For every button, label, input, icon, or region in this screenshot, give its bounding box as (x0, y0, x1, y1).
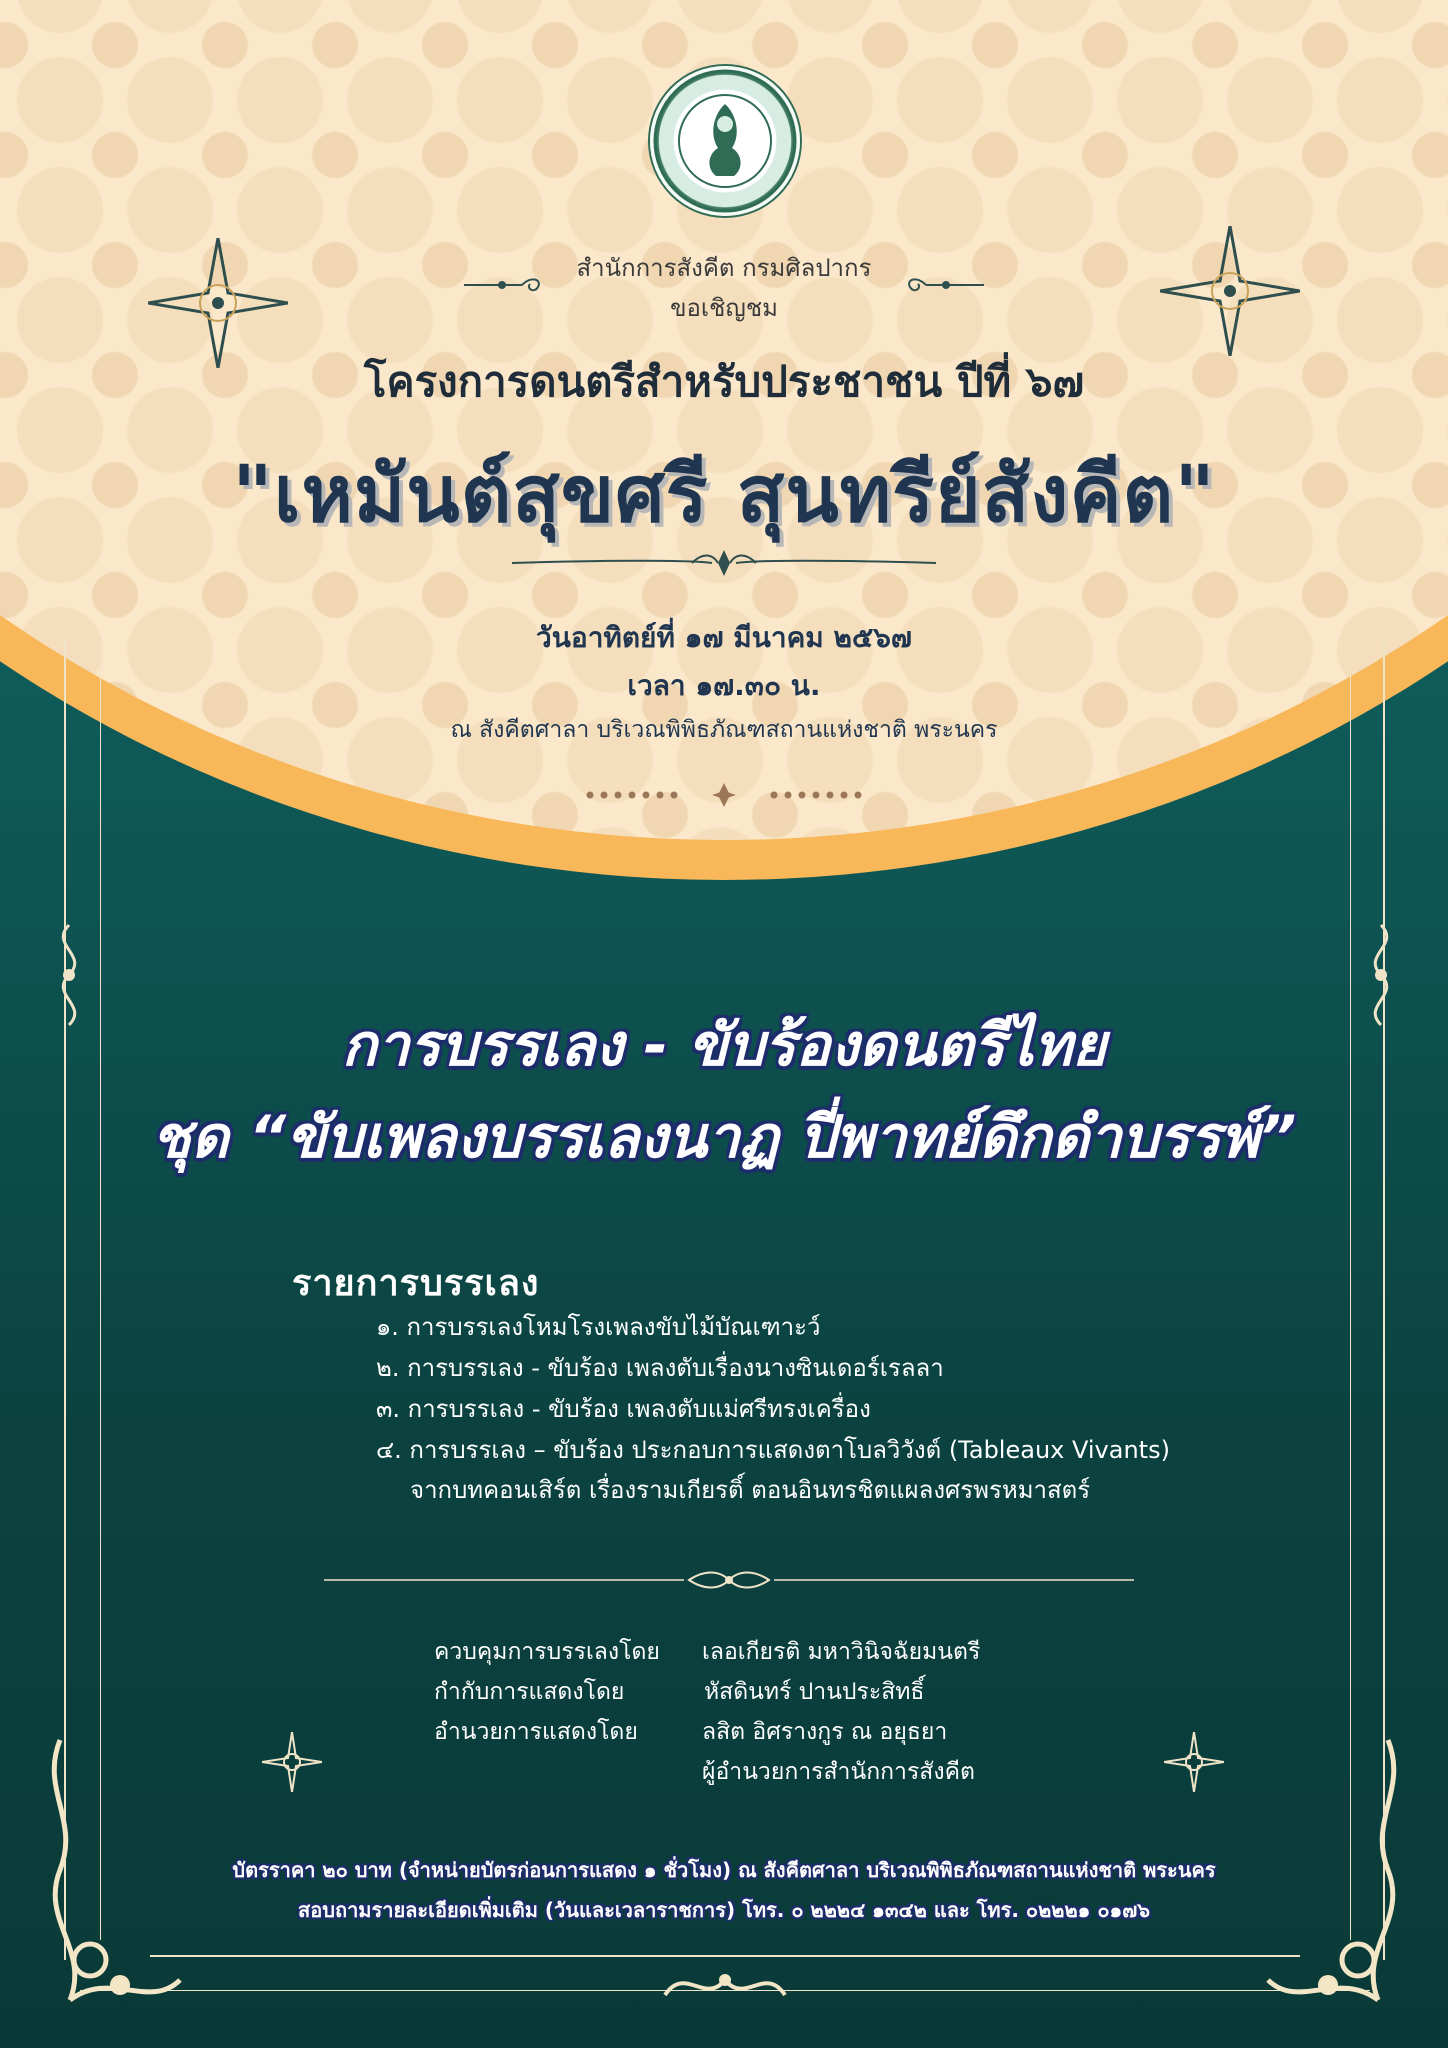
invitation-text: ขอเชิญชม (670, 294, 778, 322)
credit-name-executive: ลสิต อิศรางกูร ณ อยุธยา (702, 1719, 948, 1745)
event-venue: ณ สังคีตศาลา บริเวณพิพิธภัณฑสถานแห่งชาติ พระนคร (450, 717, 998, 743)
credits-divider (324, 1568, 1134, 1592)
title-divider (512, 548, 936, 578)
project-title: โครงการดนตรีสำหรับประชาชน ปีที่ ๖๗ (363, 357, 1085, 406)
frame-line-bottom (150, 1955, 1300, 1957)
main-title: "เหมันต์สุขศรี สุนทรีย์สังคีต" (232, 450, 1216, 540)
lower-right-star-ornament (1164, 1732, 1224, 1792)
performance-title-line1: การบรรเลง - ขับร้องดนตรีไทย (341, 1011, 1107, 1079)
footer-contact-info: สอบถามรายละเอียดเพิ่มเติม (วันและเวลาราชการ) โทร. ๐ ๒๒๒๔ ๑๓๔๒ และ โทร. ๐๒๒๒๑ ๐๑๗๖ (298, 1898, 1150, 1922)
programme-heading: รายการบรรเลง (292, 1263, 540, 1304)
programme-item-2: ๒. การบรรเลง - ขับร้อง เพลงตับเรื่องนางซินเดอร์เรลลา (376, 1354, 944, 1382)
programme-item-4: ๔. การบรรเลง – ขับร้อง ประกอบการแสดงตาโบลวิวังต์ (Tableaux Vivants) (376, 1436, 1170, 1464)
lower-left-star-ornament (262, 1732, 322, 1792)
dotted-divider (584, 780, 864, 810)
credit-name-music-control: เลอเกียรติ มหาวินิจฉัยมนตรี (702, 1639, 981, 1665)
credit-name-stage-director: หัสดินทร์ ปานประสิทธิ์ (704, 1679, 925, 1705)
event-time: เวลา ๑๗.๓๐ น. (627, 669, 821, 702)
event-date: วันอาทิตย์ที่ ๑๗ มีนาคม ๒๕๖๗ (536, 621, 912, 654)
footer-ticket-info: บัตรราคา ๒๐ บาท (จำหน่ายบัตรก่อนการแสดง ๑ ชั่วโมง) ณ สังคีตศาลา บริเวณพิพิธภัณฑสถานแห่งชาติ พระนคร (232, 1858, 1216, 1882)
bottom-center-ornament (660, 1960, 790, 2010)
credit-role-music-control: ควบคุมการบรรเลงโดย (434, 1639, 660, 1665)
credit-director-title: ผู้อำนวยการสำนักการสังคีต (702, 1759, 975, 1785)
programme-item-3: ๓. การบรรเลง - ขับร้อง เพลงตับแม่ศรีทรงเครื่อง (376, 1395, 871, 1423)
fine-arts-department-seal-logo (650, 66, 800, 216)
credit-role-executive: อำนวยการแสดงโดย (434, 1719, 638, 1745)
performance-title-line2: ชุด “ขับเพลงบรรเลงนาฏ ปี่พาทย์ดึกดำบรรพ์” (151, 1103, 1297, 1171)
organizer-name: สำนักการสังคีต กรมศิลปากร (576, 254, 872, 282)
programme-item-4-detail: จากบทคอนเสิร์ต เรื่องรามเกียรติ์ ตอนอินทรชิตแผลงศรพรหมาสตร์ (410, 1476, 1091, 1504)
programme-item-1: ๑. การบรรเลงโหมโรงเพลงขับไม้บัณเฑาะว์ (376, 1313, 821, 1341)
credit-role-stage-director: กำกับการแสดงโดย (434, 1679, 625, 1705)
